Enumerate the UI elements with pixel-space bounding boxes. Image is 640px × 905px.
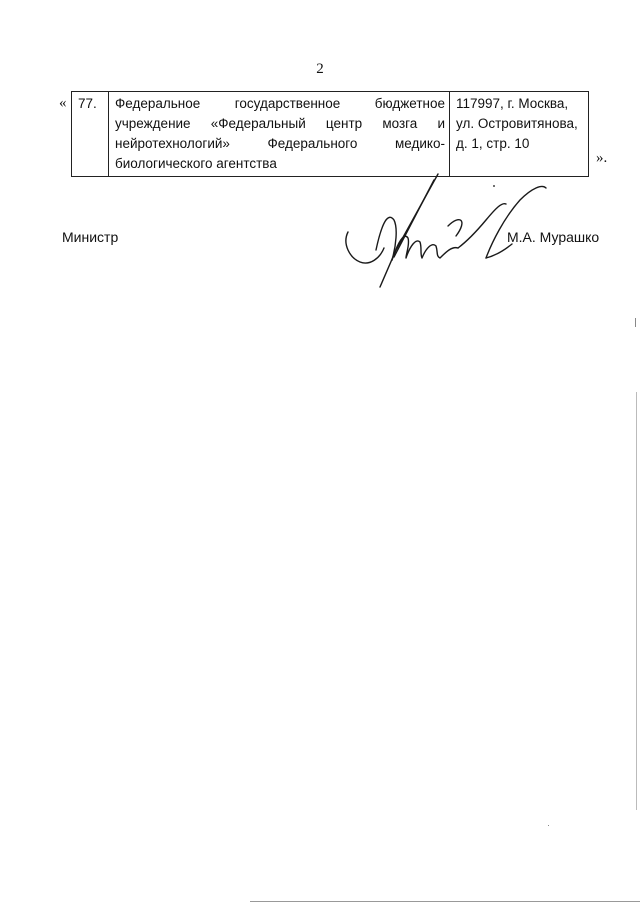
closing-quote: ». [596,150,608,166]
minister-title: Министр [62,229,119,245]
scan-edge-line [250,901,640,902]
institution-name: Федеральное государственное бюджетное учреждение «Федеральный центр мозга и нейротехнологий» Федерального медико-биологического агентства [109,92,450,177]
address-line: 117997, г. Москва, [456,96,569,111]
scan-speck [548,825,549,826]
page-number: 2 [316,61,324,77]
opening-quote: « [59,95,67,111]
address-line: д. 1, стр. 10 [456,136,530,151]
scan-edge-mark [636,392,637,810]
address-line: ул. Островитянова, [456,116,578,131]
scan-edge-mark [635,318,636,327]
entry-number: 77. [72,92,109,177]
minister-name: М.А. Мурашко [507,229,600,245]
